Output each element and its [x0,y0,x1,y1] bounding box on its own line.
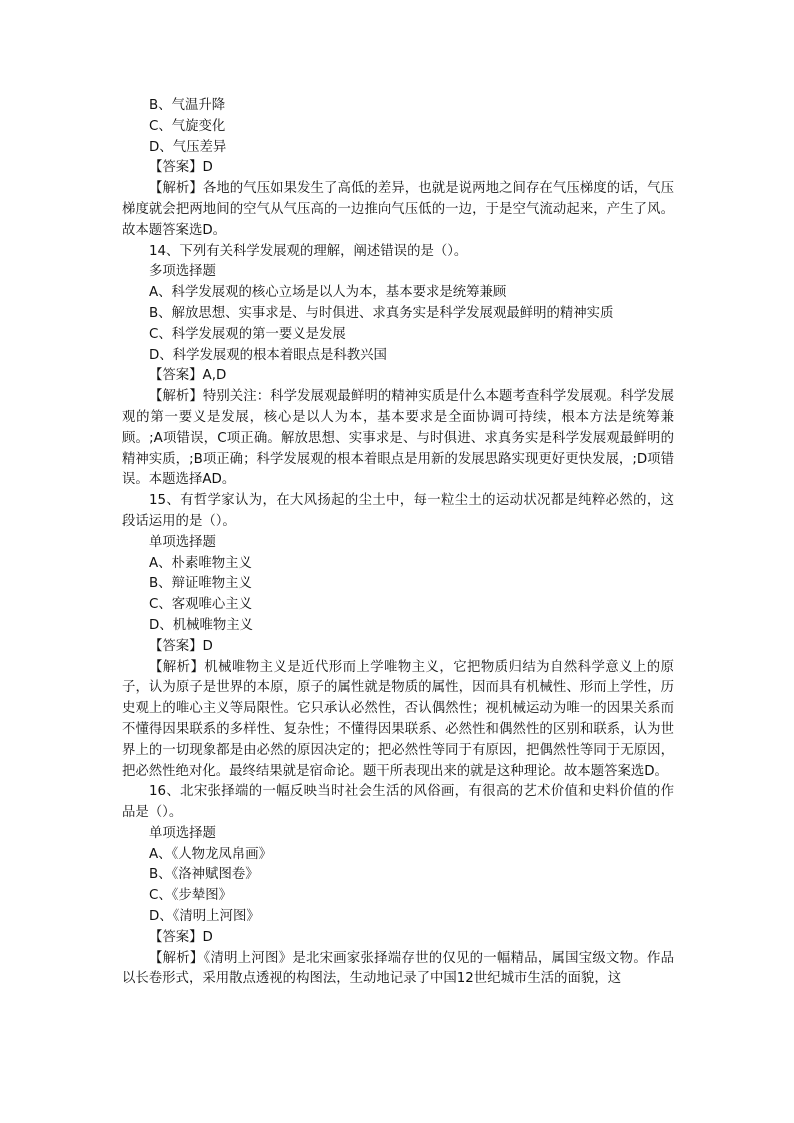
q15-answer: 【答案】D [149,638,213,654]
q13-answer: 【答案】D [149,160,213,176]
q14-answer: 【答案】A,D [149,368,227,384]
q14-analysis: 【解析】特别关注：科学发展观最鲜明的精神实质是什么本题考查科学发展观。科学发展观的第一要义是发展，核心是以人为本，基本要求是全面协调可持续，根本方法是统筹兼顾。;A项错误，C项正确。解放思想、实事求是、与时俱进、求真务实是科学发展观最鲜明的精神实质，;B项正确；科学发展观的根本着眼点是用新的发展思路实现更好更快发展，;D项错误。本题选择AD。 [122,389,674,488]
q16-answer: 【答案】D [149,929,213,945]
q15-option-d: D、机械唯物主义 [149,617,254,633]
q13-analysis: 【解析】各地的气压如果发生了高低的差异，也就是说两地之间存在气压梯度的话，气压梯度就会把两地间的空气从气压高的一边推向气压低的一边，于是空气流动起来，产生了风。故本题答案选D。 [122,181,674,238]
q14-type: 多项选择题 [149,264,216,280]
q15-question: 15、有哲学家认为，在大风扬起的尘土中，每一粒尘土的运动状况都是纯粹必然的，这段话运用的是（）。 [122,493,674,529]
q15-option-b: B、辩证唯物主义 [149,576,252,592]
q16-option-b: B、《洛神赋图卷》 [149,867,259,883]
q16-type: 单项选择题 [149,825,216,841]
q14-option-d: D、科学发展观的根本着眼点是科教兴国 [149,347,387,363]
q15-option-a: A、朴素唯物主义 [149,555,252,571]
q13-option-d: D、气压差异 [149,139,227,155]
document-body [122,96,674,990]
q13-option-c: C、气旋变化 [149,118,226,134]
q15-type: 单项选择题 [149,534,216,550]
q16-option-a: A、《人物龙凤帛画》 [149,846,272,862]
q13-option-b: B、气温升降 [149,98,226,113]
q15-option-c: C、客观唯心主义 [149,597,253,613]
q16-option-d: D、《清明上河图》 [149,909,260,925]
q14-question: 14、下列有关科学发展观的理解，阐述错误的是（）。 [149,243,468,259]
q14-option-c: C、科学发展观的第一要义是发展 [149,326,346,342]
q15-analysis: 【解析】机械唯物主义是近代形而上学唯物主义，它把物质归结为自然科学意义上的原子，认为原子是世界的本原，原子的属性就是物质的属性，因而具有机械性、形而上学性，历史观上的唯心主义等局限性。它只承认必然性，否认偶然性；视机械运动为唯一的因果关系而不懂得因果联系的多样性、复杂性；不懂得因果联系、必然性和偶然性的区别和联系，认为世界上的一切现象都是由必然的原因决定的；把必然性等同于有原因，把偶然性等同于无原因，把必然性绝对化。最终结果就是宿命论。题干所表现出来的就是这种理论。故本题答案选D。 [122,659,674,779]
q16-analysis: 【解析】《清明上河图》是北宋画家张择端存世的仅见的一幅精品，属国宝级文物。作品以长卷形式，采用散点透视的构图法，生动地记录了中国12世纪城市生活的面貌，这 [122,950,674,987]
q14-option-b: B、解放思想、实事求是、与时俱进、求真务实是科学发展观最鲜明的精神实质 [149,305,614,321]
q14-option-a: A、科学发展观的核心立场是以人为本，基本要求是统筹兼顾 [149,285,507,301]
q16-option-c: C、《步辇图》 [149,888,232,904]
q16-question: 16、北宋张择端的一幅反映当时社会生活的风俗画，有很高的艺术价值和史料价值的作品是（）。 [122,784,674,821]
